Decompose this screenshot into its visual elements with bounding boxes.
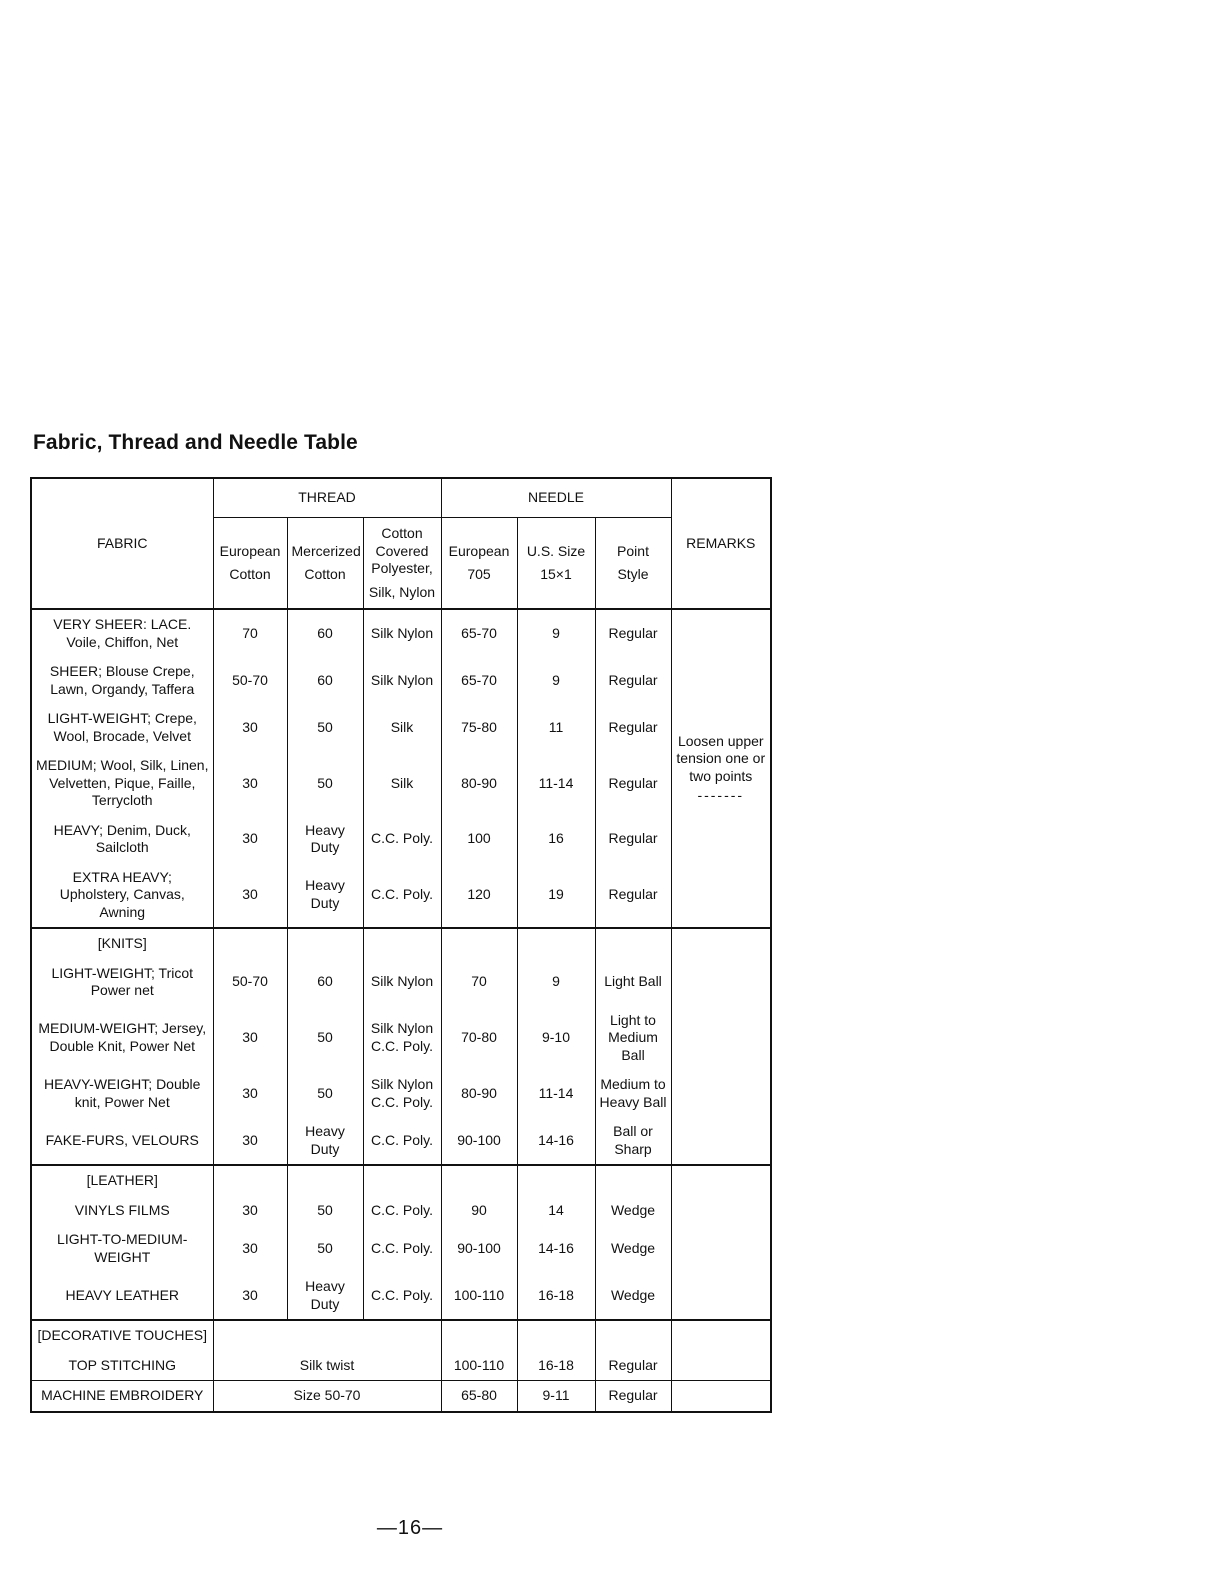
empty-cell bbox=[441, 1320, 517, 1351]
value-cell: 50 bbox=[287, 1225, 363, 1272]
empty-cell bbox=[671, 1165, 771, 1196]
value-cell: 65-80 bbox=[441, 1381, 517, 1412]
fabric-cell: FAKE-FURS, VELOURS bbox=[31, 1117, 213, 1165]
value-cell: Regular bbox=[595, 704, 671, 751]
value-cell: 9-11 bbox=[517, 1381, 595, 1412]
sub-header-top: European bbox=[219, 542, 281, 559]
value-cell: 70 bbox=[441, 959, 517, 1006]
value-cell: 14-16 bbox=[517, 1225, 595, 1272]
empty-cell bbox=[213, 1165, 287, 1196]
value-cell: 120 bbox=[441, 863, 517, 929]
sub-header-top: Cotton Covered Polyester, bbox=[371, 525, 433, 576]
value-cell: Ball or Sharp bbox=[595, 1117, 671, 1165]
sub-header-5 bbox=[517, 518, 595, 610]
value-cell: 30 bbox=[213, 1272, 287, 1320]
category-label: [DECORATIVE TOUCHES] bbox=[31, 1320, 213, 1351]
value-cell: Silk Nylon bbox=[363, 657, 441, 704]
sub-header-3 bbox=[363, 518, 441, 610]
value-cell: 70-80 bbox=[441, 1006, 517, 1071]
value-cell: Light to Medium Ball bbox=[595, 1006, 671, 1071]
empty-cell bbox=[363, 1165, 441, 1196]
value-cell: 9 bbox=[517, 609, 595, 657]
remarks-cell bbox=[671, 1351, 771, 1381]
fabric-cell: LIGHT-WEIGHT; Tricot Power net bbox=[31, 959, 213, 1006]
header-remarks: REMARKS bbox=[671, 478, 771, 609]
value-cell: 11-14 bbox=[517, 1070, 595, 1117]
fabric-cell: EXTRA HEAVY; Upholstery, Canvas, Awning bbox=[31, 863, 213, 929]
table-row bbox=[31, 609, 771, 657]
empty-cell bbox=[517, 1165, 595, 1196]
remarks-cell bbox=[671, 1381, 771, 1412]
value-cell: Silk Nylon bbox=[363, 609, 441, 657]
fabric-cell: LIGHT-WEIGHT; Crepe, Wool, Brocade, Velvet bbox=[31, 704, 213, 751]
sub-header-4 bbox=[441, 518, 517, 610]
sub-header-1 bbox=[213, 518, 287, 610]
fabric-cell: HEAVY LEATHER bbox=[31, 1272, 213, 1320]
remarks-cell bbox=[671, 1117, 771, 1165]
thread-spec: Silk twist bbox=[213, 1351, 441, 1381]
empty-cell bbox=[441, 1165, 517, 1196]
value-cell: Silk bbox=[363, 751, 441, 816]
value-cell: 50-70 bbox=[213, 959, 287, 1006]
value-cell: 80-90 bbox=[441, 751, 517, 816]
empty-cell bbox=[441, 928, 517, 959]
empty-cell bbox=[517, 928, 595, 959]
table-row bbox=[31, 1117, 771, 1165]
category-row bbox=[31, 1320, 771, 1351]
page-title: Fabric, Thread and Needle Table bbox=[33, 431, 358, 454]
value-cell: 75-80 bbox=[441, 704, 517, 751]
sub-header-top: U.S. Size bbox=[526, 542, 586, 559]
fabric-cell: LIGHT-TO-MEDIUM-WEIGHT bbox=[31, 1225, 213, 1272]
table-row bbox=[31, 1381, 771, 1412]
value-cell: Heavy Duty bbox=[287, 1272, 363, 1320]
category-label: [LEATHER] bbox=[31, 1165, 213, 1196]
fabric-cell: MACHINE EMBROIDERY bbox=[31, 1381, 213, 1412]
category-row bbox=[31, 1165, 771, 1196]
value-cell: Regular bbox=[595, 863, 671, 929]
value-cell: C.C. Poly. bbox=[363, 863, 441, 929]
value-cell: Regular bbox=[595, 1351, 671, 1381]
value-cell: 30 bbox=[213, 1196, 287, 1226]
value-cell: Wedge bbox=[595, 1225, 671, 1272]
remarks-dash: ------- bbox=[697, 787, 745, 803]
sub-header-bottom: Cotton bbox=[304, 566, 346, 582]
value-cell: 50 bbox=[287, 1006, 363, 1071]
empty-cell bbox=[671, 1320, 771, 1351]
value-cell: Silk Nylon bbox=[363, 959, 441, 1006]
remarks-cell bbox=[671, 1272, 771, 1320]
value-cell: 14-16 bbox=[517, 1117, 595, 1165]
empty-cell bbox=[517, 1320, 595, 1351]
table-row bbox=[31, 1196, 771, 1226]
value-cell: 16 bbox=[517, 816, 595, 863]
empty-cell bbox=[595, 1320, 671, 1351]
table-row bbox=[31, 704, 771, 751]
value-cell: Silk Nylon C.C. Poly. bbox=[363, 1006, 441, 1071]
category-label: [KNITS] bbox=[31, 928, 213, 959]
value-cell: Medium to Heavy Ball bbox=[595, 1070, 671, 1117]
value-cell: Regular bbox=[595, 751, 671, 816]
remarks-cell bbox=[671, 1070, 771, 1117]
value-cell: 90-100 bbox=[441, 1117, 517, 1165]
value-cell: Regular bbox=[595, 609, 671, 657]
remarks-cell bbox=[671, 959, 771, 1006]
fabric-cell: SHEER; Blouse Crepe, Lawn, Organdy, Taffera bbox=[31, 657, 213, 704]
value-cell: 60 bbox=[287, 609, 363, 657]
category-row bbox=[31, 928, 771, 959]
value-cell: Wedge bbox=[595, 1272, 671, 1320]
value-cell: 50 bbox=[287, 1070, 363, 1117]
value-cell: 30 bbox=[213, 1117, 287, 1165]
value-cell: 90-100 bbox=[441, 1225, 517, 1272]
remarks-cell bbox=[671, 1225, 771, 1272]
remarks-cell bbox=[671, 1196, 771, 1226]
table-row bbox=[31, 863, 771, 929]
fabric-cell: VINYLS FILMS bbox=[31, 1196, 213, 1226]
value-cell: 100 bbox=[441, 816, 517, 863]
value-cell: 30 bbox=[213, 751, 287, 816]
value-cell: 80-90 bbox=[441, 1070, 517, 1117]
value-cell: Heavy Duty bbox=[287, 816, 363, 863]
sub-header-top: European bbox=[448, 542, 510, 559]
value-cell: 16-18 bbox=[517, 1272, 595, 1320]
value-cell: 90 bbox=[441, 1196, 517, 1226]
table-row bbox=[31, 1070, 771, 1117]
value-cell: Wedge bbox=[595, 1196, 671, 1226]
table-row bbox=[31, 1006, 771, 1071]
value-cell: 65-70 bbox=[441, 657, 517, 704]
value-cell: Regular bbox=[595, 816, 671, 863]
value-cell: Heavy Duty bbox=[287, 1117, 363, 1165]
sub-header-bottom: 15×1 bbox=[540, 566, 572, 582]
value-cell: C.C. Poly. bbox=[363, 1196, 441, 1226]
sub-header-6 bbox=[595, 518, 671, 610]
value-cell: 30 bbox=[213, 1070, 287, 1117]
value-cell: 30 bbox=[213, 816, 287, 863]
remarks-note bbox=[671, 609, 771, 928]
value-cell: 30 bbox=[213, 1006, 287, 1071]
value-cell: 50 bbox=[287, 704, 363, 751]
empty-cell bbox=[595, 1165, 671, 1196]
fabric-cell: MEDIUM-WEIGHT; Jersey, Double Knit, Power Net bbox=[31, 1006, 213, 1071]
value-cell: 60 bbox=[287, 657, 363, 704]
table-body bbox=[31, 609, 771, 1412]
table-row bbox=[31, 816, 771, 863]
value-cell: 60 bbox=[287, 959, 363, 1006]
empty-cell bbox=[213, 1320, 441, 1351]
sub-header-top: Mercerized bbox=[291, 542, 361, 559]
value-cell: C.C. Poly. bbox=[363, 1225, 441, 1272]
sub-header-bottom: Silk, Nylon bbox=[368, 583, 436, 600]
value-cell: 30 bbox=[213, 863, 287, 929]
value-cell: 65-70 bbox=[441, 609, 517, 657]
empty-cell bbox=[287, 928, 363, 959]
page-number: —16— bbox=[376, 1517, 444, 1539]
value-cell: 9-10 bbox=[517, 1006, 595, 1071]
value-cell: 100-110 bbox=[441, 1272, 517, 1320]
value-cell: 50 bbox=[287, 1196, 363, 1226]
fabric-cell: HEAVY-WEIGHT; Double knit, Power Net bbox=[31, 1070, 213, 1117]
value-cell: Heavy Duty bbox=[287, 863, 363, 929]
value-cell: 50-70 bbox=[213, 657, 287, 704]
table-row bbox=[31, 751, 771, 816]
fabric-cell: MEDIUM; Wool, Silk, Linen, Velvetten, Pique, Faille, Terrycloth bbox=[31, 751, 213, 816]
fabric-cell: HEAVY; Denim, Duck, Sailcloth bbox=[31, 816, 213, 863]
sub-header-bottom: Style bbox=[617, 566, 649, 582]
value-cell: 9 bbox=[517, 959, 595, 1006]
value-cell: Silk bbox=[363, 704, 441, 751]
value-cell: 50 bbox=[287, 751, 363, 816]
sub-header-2 bbox=[287, 518, 363, 610]
value-cell: C.C. Poly. bbox=[363, 1272, 441, 1320]
sub-header-top: Point bbox=[617, 542, 649, 559]
value-cell: Silk Nylon C.C. Poly. bbox=[363, 1070, 441, 1117]
value-cell: 9 bbox=[517, 657, 595, 704]
value-cell: 30 bbox=[213, 1225, 287, 1272]
sub-header-bottom: 705 bbox=[467, 566, 491, 582]
empty-cell bbox=[213, 928, 287, 959]
value-cell: 19 bbox=[517, 863, 595, 929]
value-cell: 11 bbox=[517, 704, 595, 751]
value-cell: 14 bbox=[517, 1196, 595, 1226]
empty-cell bbox=[287, 1165, 363, 1196]
table-row bbox=[31, 1225, 771, 1272]
empty-cell bbox=[595, 928, 671, 959]
table-row bbox=[31, 959, 771, 1006]
fabric-cell: VERY SHEER: LACE. Voile, Chiffon, Net bbox=[31, 609, 213, 657]
fabric-thread-needle-table bbox=[30, 477, 772, 1413]
value-cell: Regular bbox=[595, 657, 671, 704]
fabric-cell: TOP STITCHING bbox=[31, 1351, 213, 1381]
value-cell: C.C. Poly. bbox=[363, 1117, 441, 1165]
value-cell: 16-18 bbox=[517, 1351, 595, 1381]
value-cell: 30 bbox=[213, 704, 287, 751]
remarks-cell bbox=[671, 1006, 771, 1071]
value-cell: C.C. Poly. bbox=[363, 816, 441, 863]
table-row bbox=[31, 1351, 771, 1381]
sub-header-bottom: Cotton bbox=[229, 566, 271, 582]
thread-spec: Size 50-70 bbox=[213, 1381, 441, 1412]
header-fabric: FABRIC bbox=[31, 478, 213, 609]
table-row bbox=[31, 657, 771, 704]
header-thread: THREAD bbox=[213, 478, 441, 518]
remarks-text: Loosen upper tension one or two points bbox=[676, 732, 766, 784]
value-cell: 70 bbox=[213, 609, 287, 657]
header-needle: NEEDLE bbox=[441, 478, 671, 518]
empty-cell bbox=[671, 928, 771, 959]
value-cell: 11-14 bbox=[517, 751, 595, 816]
table-row bbox=[31, 1272, 771, 1320]
value-cell: Regular bbox=[595, 1381, 671, 1412]
empty-cell bbox=[363, 928, 441, 959]
value-cell: Light Ball bbox=[595, 959, 671, 1006]
value-cell: 100-110 bbox=[441, 1351, 517, 1381]
